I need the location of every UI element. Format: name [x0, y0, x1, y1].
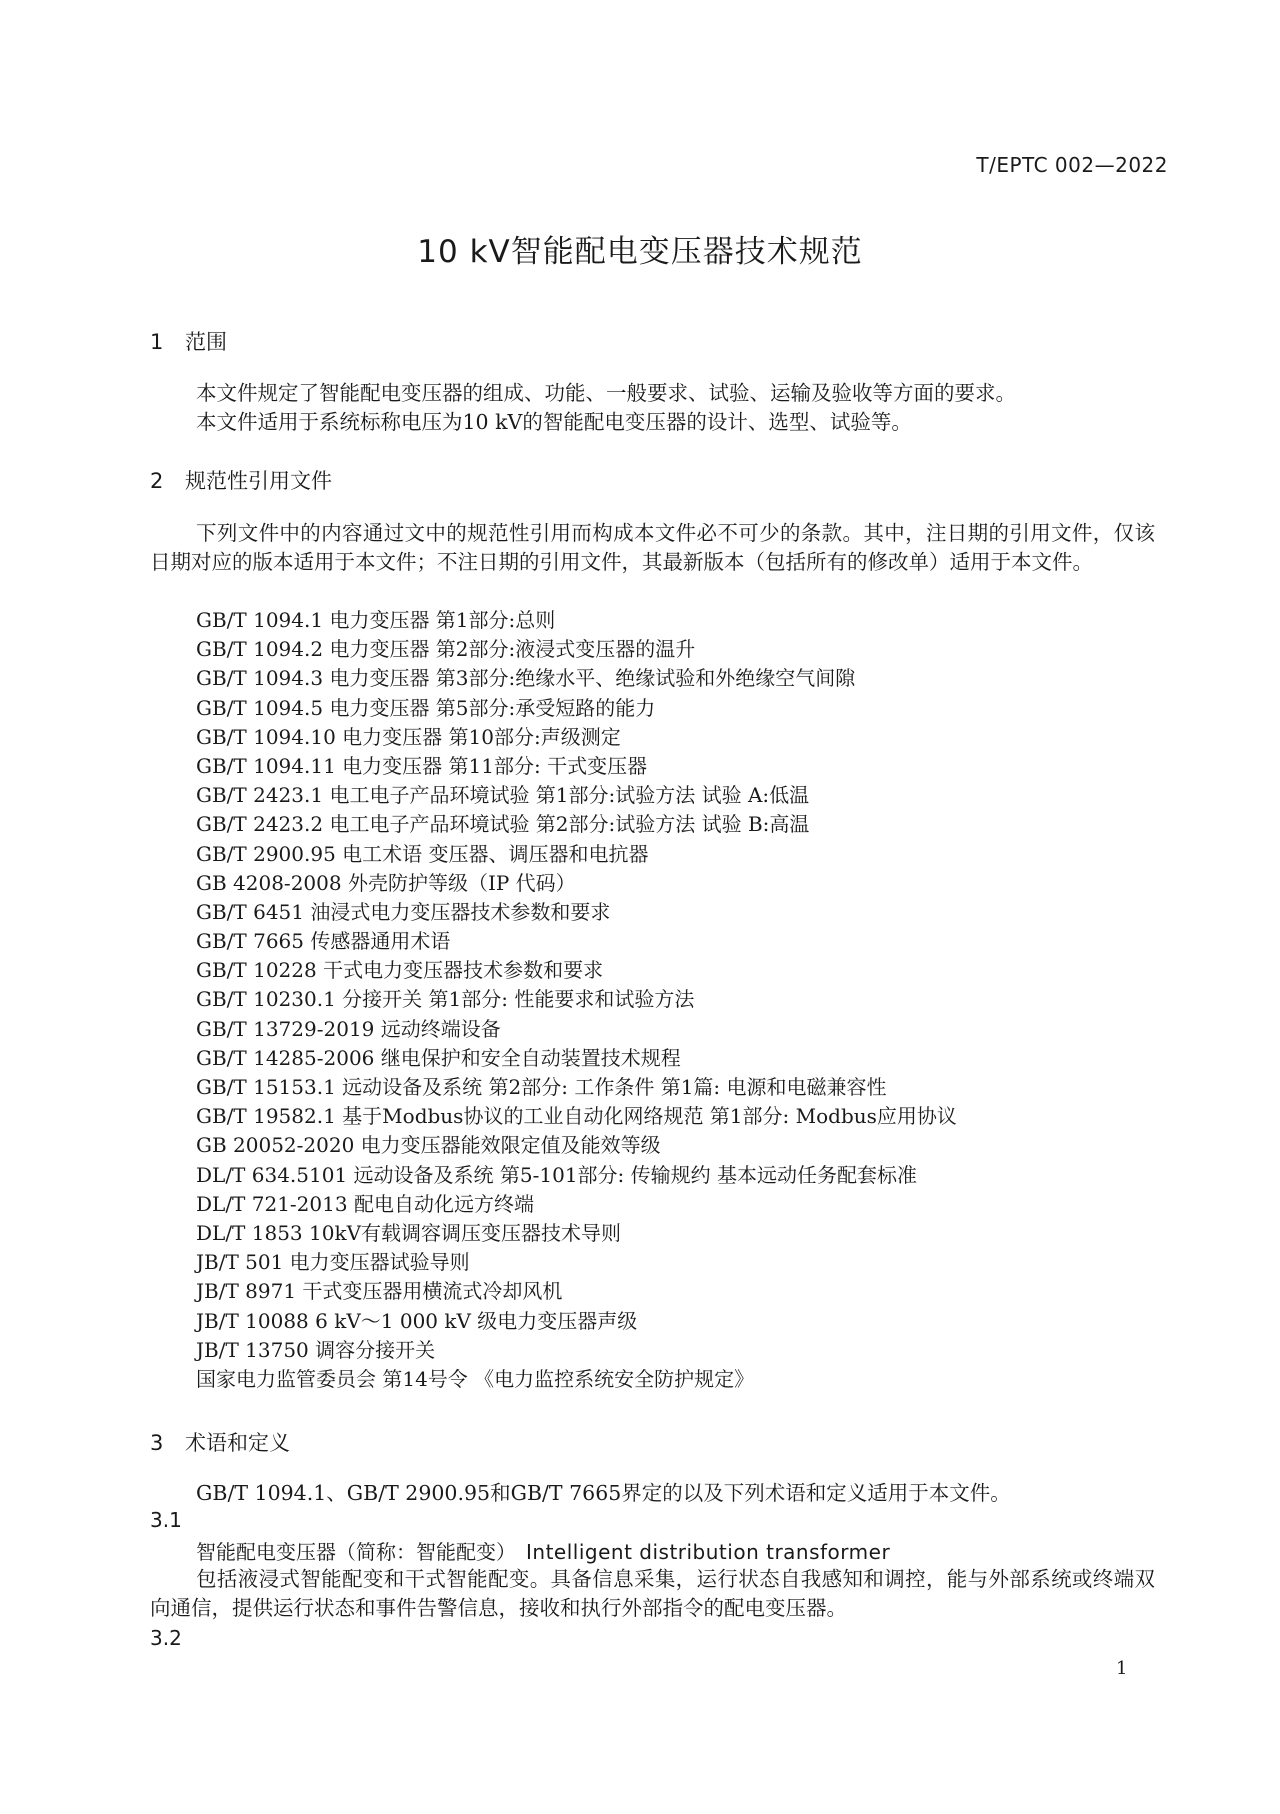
reference-item: DL/T 1853 10kV有载调容调压变压器技术导则 [196, 1220, 622, 1245]
section-2-title: 规范性引用文件 [185, 469, 332, 493]
reference-item: GB/T 1094.5 电力变压器 第5部分:承受短路的能力 [196, 695, 656, 720]
reference-item: GB/T 2423.1 电工电子产品环境试验 第1部分:试验方法 试验 A:低温 [196, 783, 810, 808]
reference-item: GB/T 2423.2 电工电子产品环境试验 第2部分:试验方法 试验 B:高温 [196, 812, 810, 837]
reference-item: GB/T 1094.10 电力变压器 第10部分:声级测定 [196, 724, 621, 749]
section-3-intro: GB/T 1094.1、GB/T 2900.95和GB/T 7665界定的以及下列术语和定义适用于本文件。 [196, 1481, 1011, 1505]
reference-item: GB/T 10228 干式电力变压器技术参数和要求 [196, 958, 604, 983]
reference-item: DL/T 721-2013 配电自动化远方终端 [196, 1191, 534, 1216]
reference-item: GB 4208-2008 外壳防护等级（IP 代码） [196, 870, 576, 895]
reference-item: 国家电力监管委员会 第14号令 《电力监控系统安全防护规定》 [196, 1366, 755, 1391]
section-1-paragraph: 本文件规定了智能配电变压器的组成、功能、一般要求、试验、运输及验收等方面的要求。 [196, 381, 1016, 405]
reference-item: GB/T 7665 传感器通用术语 [196, 929, 451, 954]
term-3-1-definition: 包括液浸式智能配变和干式智能配变。具备信息采集，运行状态自我感知和调控，能与外部系统或终端双向通信，提供运行状态和事件告警信息，接收和执行外部指令的配电变压器。 [150, 1567, 1155, 1620]
section-3-title: 术语和定义 [185, 1431, 290, 1455]
reference-item: GB/T 6451 油浸式电力变压器技术参数和要求 [196, 899, 611, 924]
reference-item: GB/T 1094.11 电力变压器 第11部分: 干式变压器 [196, 753, 648, 778]
document-title: 10 kV智能配电变压器技术规范 [417, 234, 863, 270]
section-3-number: 3 [150, 1431, 164, 1455]
clause-3-2-number: 3.2 [150, 1626, 182, 1650]
section-1-number: 1 [150, 330, 164, 354]
reference-item: JB/T 10088 6 kV～1 000 kV 级电力变压器声级 [196, 1308, 638, 1333]
term-3-1 [196, 1536, 890, 1565]
reference-item: JB/T 501 电力变压器试验导则 [196, 1250, 470, 1275]
reference-item: GB/T 1094.3 电力变压器 第3部分:绝缘水平、绝缘试验和外绝缘空气间隙 [196, 666, 856, 691]
reference-item: GB 20052-2020 电力变压器能效限定值及能效等级 [196, 1133, 661, 1158]
section-2-heading [150, 465, 332, 495]
standard-code: T/EPTC 002—2022 [976, 153, 1168, 177]
section-2-number: 2 [150, 469, 164, 493]
reference-item: GB/T 19582.1 基于Modbus协议的工业自动化网络规范 第1部分: Modbus应用协议 [196, 1104, 957, 1129]
reference-item: GB/T 13729-2019 远动终端设备 [196, 1016, 501, 1041]
term-cn: 智能配电变压器（简称：智能配变） [196, 1540, 516, 1564]
term-en: Intelligent distribution transformer [526, 1540, 891, 1564]
section-1-title: 范围 [185, 330, 227, 354]
reference-item: GB/T 2900.95 电工术语 变压器、调压器和电抗器 [196, 841, 649, 866]
reference-item: GB/T 15153.1 远动设备及系统 第2部分: 工作条件 第1篇: 电源和电磁兼容性 [196, 1075, 887, 1099]
section-3-heading [150, 1427, 290, 1457]
section-1-heading [150, 326, 227, 356]
reference-item: GB/T 10230.1 分接开关 第1部分: 性能要求和试验方法 [196, 987, 695, 1012]
reference-item: GB/T 1094.1 电力变压器 第1部分:总则 [196, 608, 556, 632]
reference-item: JB/T 8971 干式变压器用横流式冷却风机 [196, 1279, 563, 1304]
section-1-paragraph: 本文件适用于系统标称电压为10 kV的智能配电变压器的设计、选型、试验等。 [196, 410, 912, 434]
clause-3-1-number: 3.1 [150, 1508, 182, 1532]
reference-list [196, 606, 957, 1394]
page-number: 1 [1116, 1658, 1128, 1679]
reference-item: JB/T 13750 调容分接开关 [196, 1337, 436, 1362]
reference-item: GB/T 1094.2 电力变压器 第2部分:液浸式变压器的温升 [196, 637, 696, 662]
section-2-intro: 下列文件中的内容通过文中的规范性引用而构成本文件必不可少的条款。其中，注日期的引用文件，仅该日期对应的版本适用于本文件；不注日期的引用文件，其最新版本（包括所有的修改单）适用于本文件。 [150, 521, 1155, 574]
reference-item: DL/T 634.5101 远动设备及系统 第5-101部分: 传输规约 基本远动任务配套标准 [196, 1162, 918, 1187]
reference-item: GB/T 14285-2006 继电保护和安全自动装置技术规程 [196, 1045, 681, 1070]
